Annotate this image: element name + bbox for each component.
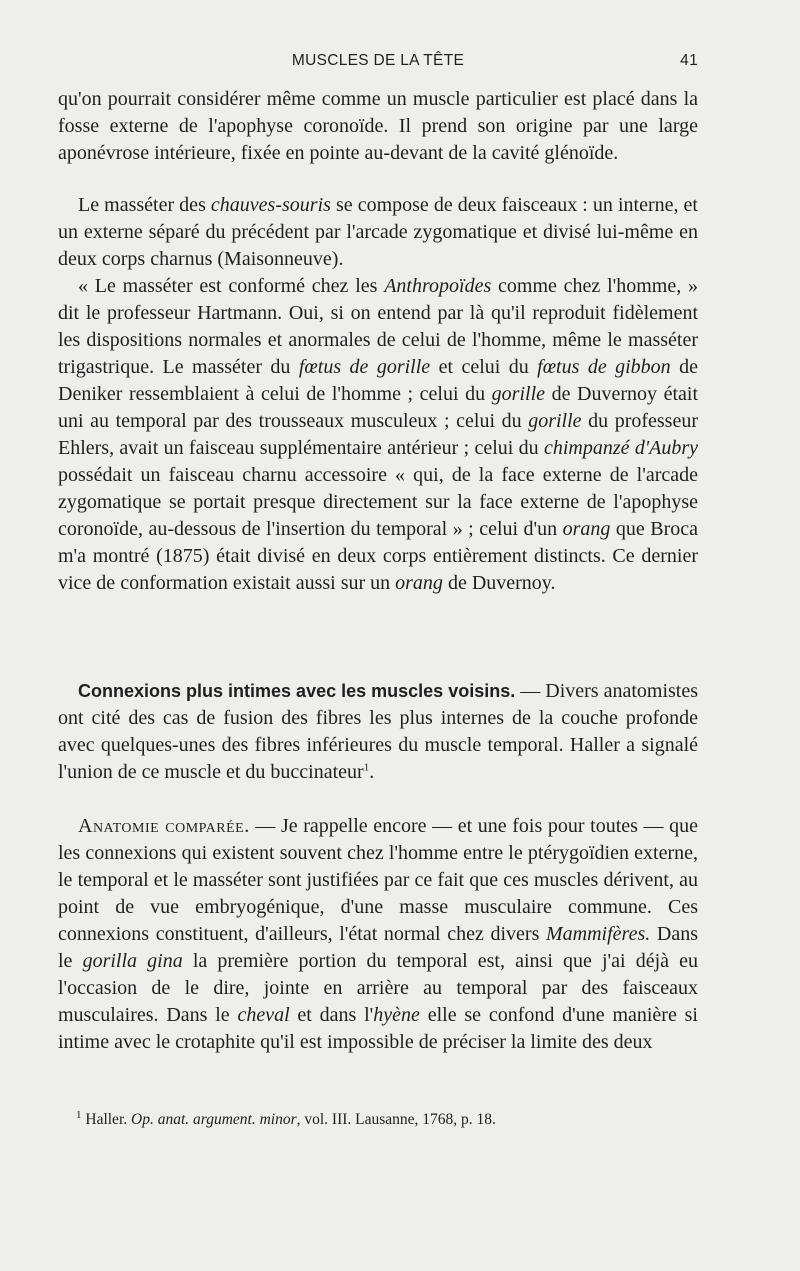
running-header xyxy=(58,52,698,74)
paragraph-chauves-souris: Le masséter des chauves-souris se compose de deux faisceaux : un interne, et un externe séparé du précédent par l'arcade zygomatique et divisé lui-même en deux corps charnus (Maisonneuve). xyxy=(58,194,698,270)
paragraph-anthropoides: « Le masséter est conformé chez les Anthropoïdes comme chez l'homme, » dit le professeur Hartmann. Oui, si on entend par là qu'il reproduit fidèlement les dispositions normales et anormales de celui de l'homme, même le masséter trigastrique. Le masséter du fœtus de gorille et celui du fœtus de gibbon de Deniker ressemblaient à celui de l'homme ; celui du gorille de Duvernoy était uni au temporal par des trousseaux musculeux ; celui du gorille du professeur Ehlers, avait un faisceau supplémentaire antérieur ; celui du chimpanzé d'Aubry possédait un faisceau charnu accessoire « qui, de la face externe de l'arcade zygomatique se portait presque directement sur la face externe de l'apophyse coronoïde, au-dessous de l'insertion du temporal » ; celui d'un orang que Broca m'a montré (1875) était divisé en deux corps entièrement distincts. Ce dernier vice de conformation existait aussi sur un orang de Duvernoy. xyxy=(58,275,699,594)
section-heading: Connexions plus intimes avec les muscles voisins. xyxy=(78,681,516,701)
paragraph-text: qu'on pourrait considérer même comme un muscle particulier est placé dans la fosse externe de l'apophyse coronoïde. Il prend son origine par une large aponévrose intérieure, fixée en pointe au-devant de la cavité glénoïde. xyxy=(58,88,698,164)
page-number: 41 xyxy=(680,52,698,69)
section-heading: Anatomie comparée. xyxy=(78,815,250,837)
connexions-section xyxy=(58,678,698,786)
connexions-paragraph: Connexions plus intimes avec les muscles voisins. — Divers anatomistes ont cité des cas de fusion des fibres les plus internes de la couche profonde avec quelques-unes des fibres inférieures du muscle temporal. Haller a signalé l'union de ce muscle et du buccinateur$^1$. xyxy=(58,680,699,783)
continuation-paragraph xyxy=(58,86,698,167)
anatomie-paragraph: Anatomie comparée. — Je rappelle encore — et une fois pour toutes — que les connexions qui existent souvent chez l'homme entre le ptérygoïdien externe, le temporal et le masséter sont justifiées par ce fait que ces muscles dérivent, au point de vue embryogénique, d'une masse musculaire commune. Ces connexions constituent, d'ailleurs, l'état normal chez divers Mammifères. Dans le gorilla gina la première portion du temporal est, ainsi que j'ai déjà eu l'occasion de le dire, jointe en arrière au temporal par des faisceaux musculaires. Dans le cheval et dans l'hyène elle se confond d'une manière si intime avec le crotaphite qu'il est impossible de préciser la limite des deux xyxy=(58,815,699,1053)
running-title: MUSCLES DE LA TÊTE xyxy=(291,52,465,69)
footnote-reference: 1 xyxy=(363,761,370,774)
anatomie-comparee-section xyxy=(58,813,698,1056)
footnote: $^1$ Haller. Op. anat. argument. minor, vol. III. Lausanne, 1768, p. 18. xyxy=(76,1108,496,1128)
footnote-marker: 1 xyxy=(76,1108,82,1121)
comparative-paragraphs xyxy=(58,192,698,597)
